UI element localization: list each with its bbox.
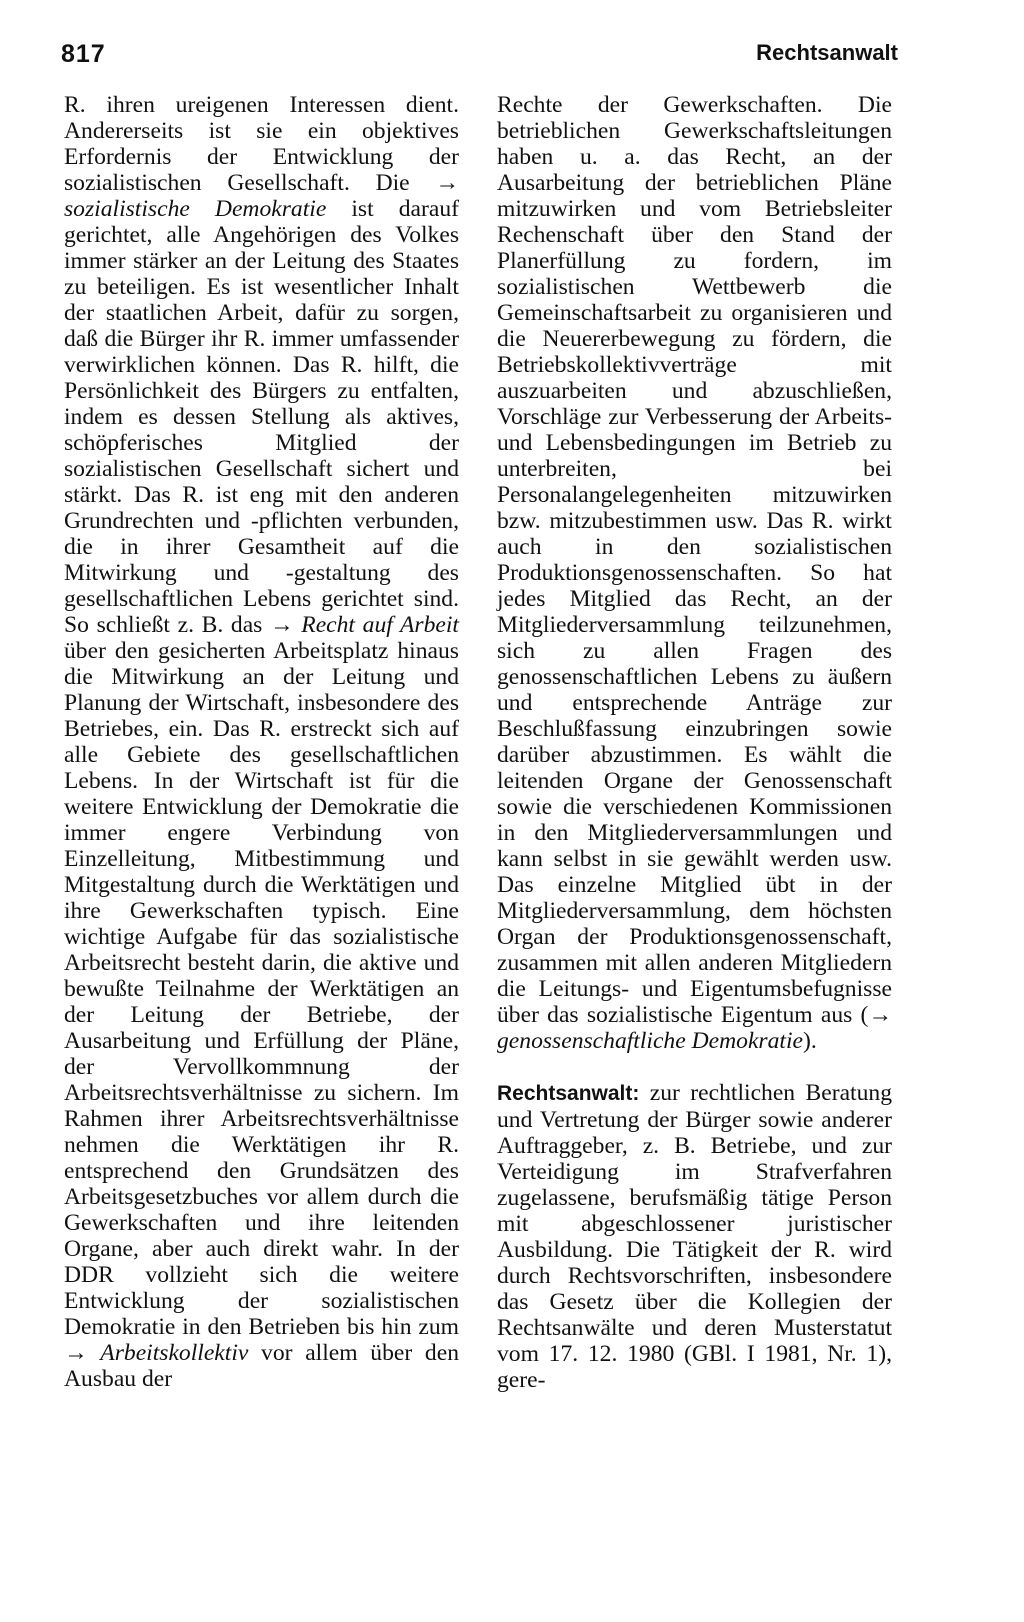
text-run: Rechte der Gewerkschaften. Die betrieblichen Gewerkschaftsleitungen haben u. a. das Recht, an der Ausarbeitung der betrieblichen Pläne mitzuwirken und vom Betriebsleiter Rechenschaft über den Stand der Planerfüllung zu fordern, im sozialistischen Wettbewerb die Gemeinschaftsarbeit zu organisieren und die Neuererbewegung zu fördern, die Betriebskollektivverträge mit auszuarbeiten und abzuschließen, Vorschläge zur Verbesserung der Arbeits- und Lebensbedingungen im Betrieb zu unterbreiten, bei Personalangelegenheiten mitzuwirken bzw. mitzubestimmen usw. Das R. wirkt auch in den sozialistischen Produktionsgenossenschaften. So hat jedes Mitglied das Recht, an der Mitgliederversammlung teilzunehmen, sich zu allen Fragen des genossenschaftlichen Lebens zu äußern und entsprechende Anträge zur Beschlußfassung einzubringen sowie darüber abzustimmen. Es wählt die leitenden Organe der Genossenschaft sowie die verschiedenen Kommissionen in den Mitgliederversammlungen und kann selbst in sie gewählt werden usw. Das einzelne Mitglied übt in der Mitgliederversammlung, dem höchsten Organ der Produktionsgenossenschaft, zusammen mit allen anderen Mitgliedern die Leitungs- und Eigentumsbefugnisse über das sozialistische Eigentum aus (	[497, 92, 892, 1028]
arrow-icon: →	[270, 612, 302, 638]
text-run: R. ihren ureigenen Interessen dient. Andererseits ist sie ein objektives Erfordernis der Entwicklung der sozialistischen Gesellschaft. Die	[64, 92, 459, 196]
right-column	[497, 92, 892, 1393]
text-run: ist darauf gerichtet, alle Angehörigen des Volkes immer stärker an der Leitung des Staates zu beteiligen. Es ist wesentlicher Inhalt der staatlichen Arbeit, dafür zu sorgen, daß die Bürger ihr R. immer umfassender verwirklichen können. Das R. hilft, die Persönlichkeit des Bürgers zu entfalten, indem es dessen Stellung als aktives, schöpferisches Mitglied der sozialistischen Gesellschaft sichert und stärkt. Das R. ist eng mit den anderen Grundrechten und -pflichten verbunden, die in ihrer Gesamtheit auf die Mitwirkung und -gestaltung des gesellschaftlichen Lebens gerichtet sind. So schließt z. B. das	[64, 196, 459, 638]
entry-definition: zur rechtlichen Beratung und Vertretung der Bürger sowie anderer Auftraggeber, z. B. Betriebe, und zur Verteidigung im Strafverfahren zugelassene, berufsmäßig tätige Person mit abgeschlossener juristischer Ausbildung. Die Tätigkeit der R. wird durch Rechtsvorschriften, insbesondere das Gesetz über die Kollegien der Rechtsanwälte und deren Musterstatut vom 17. 12. 1980 (GBl. I 1981, Nr. 1), gere-	[497, 1080, 892, 1393]
body-paragraph	[64, 92, 459, 1392]
cross-reference-link[interactable]: genossenschaftliche Demokratie	[497, 1028, 803, 1054]
text-run: über den gesicherten Arbeitsplatz hinaus die Mitwirkung an der Leitung und Planung der Wirtschaft, insbesondere des Betriebes, ein. Das R. erstreckt sich auf alle Gebiete des gesellschaftlichen Lebens. In der Wirtschaft ist für die weitere Entwicklung der Demokratie die immer engere Verbindung von Einzelleitung, Mitbestimmung und Mitgestaltung durch die Werktätigen und ihre Gewerkschaften typisch. Eine wichtige Aufgabe für das sozialistische Arbeitsrecht besteht darin, die aktive und bewußte Teilnahme der Werktätigen an der Leitung der Betriebe, der Ausarbeitung und Erfüllung der Pläne, der Vervollkommnung der Arbeitsrechtsverhältnisse zu sichern. Im Rahmen ihrer Arbeitsrechtsverhältnisse nehmen die Werktätigen ihr R. entsprechend den Grundsätzen des Arbeitsgesetzbuches vor allem durch die Gewerkschaften und ihre leitenden Organe, aber auch direkt wahr. In der DDR vollzieht sich die weitere Entwicklung der sozialistischen Demokratie in den Betrieben bis hin zum	[64, 638, 459, 1340]
dictionary-entry	[497, 1080, 892, 1393]
entry-headword: Rechtsanwalt:	[497, 1082, 640, 1105]
arrow-icon: →	[64, 1340, 101, 1366]
page-number: 817	[61, 40, 106, 68]
body-paragraph	[497, 92, 892, 1054]
cross-reference-link[interactable]: sozialistische Demokratie	[64, 196, 327, 222]
running-head: Rechtsanwalt	[756, 40, 898, 65]
text-run: vor allem über den Ausbau der	[64, 1340, 459, 1392]
left-column	[64, 92, 459, 1392]
cross-reference-link[interactable]: Recht auf Arbeit	[301, 612, 459, 638]
arrow-icon: →	[435, 170, 459, 196]
cross-reference-link[interactable]: Arbeitskollektiv	[100, 1340, 249, 1366]
text-run: ).	[802, 1028, 817, 1054]
arrow-icon: →	[868, 1002, 892, 1028]
